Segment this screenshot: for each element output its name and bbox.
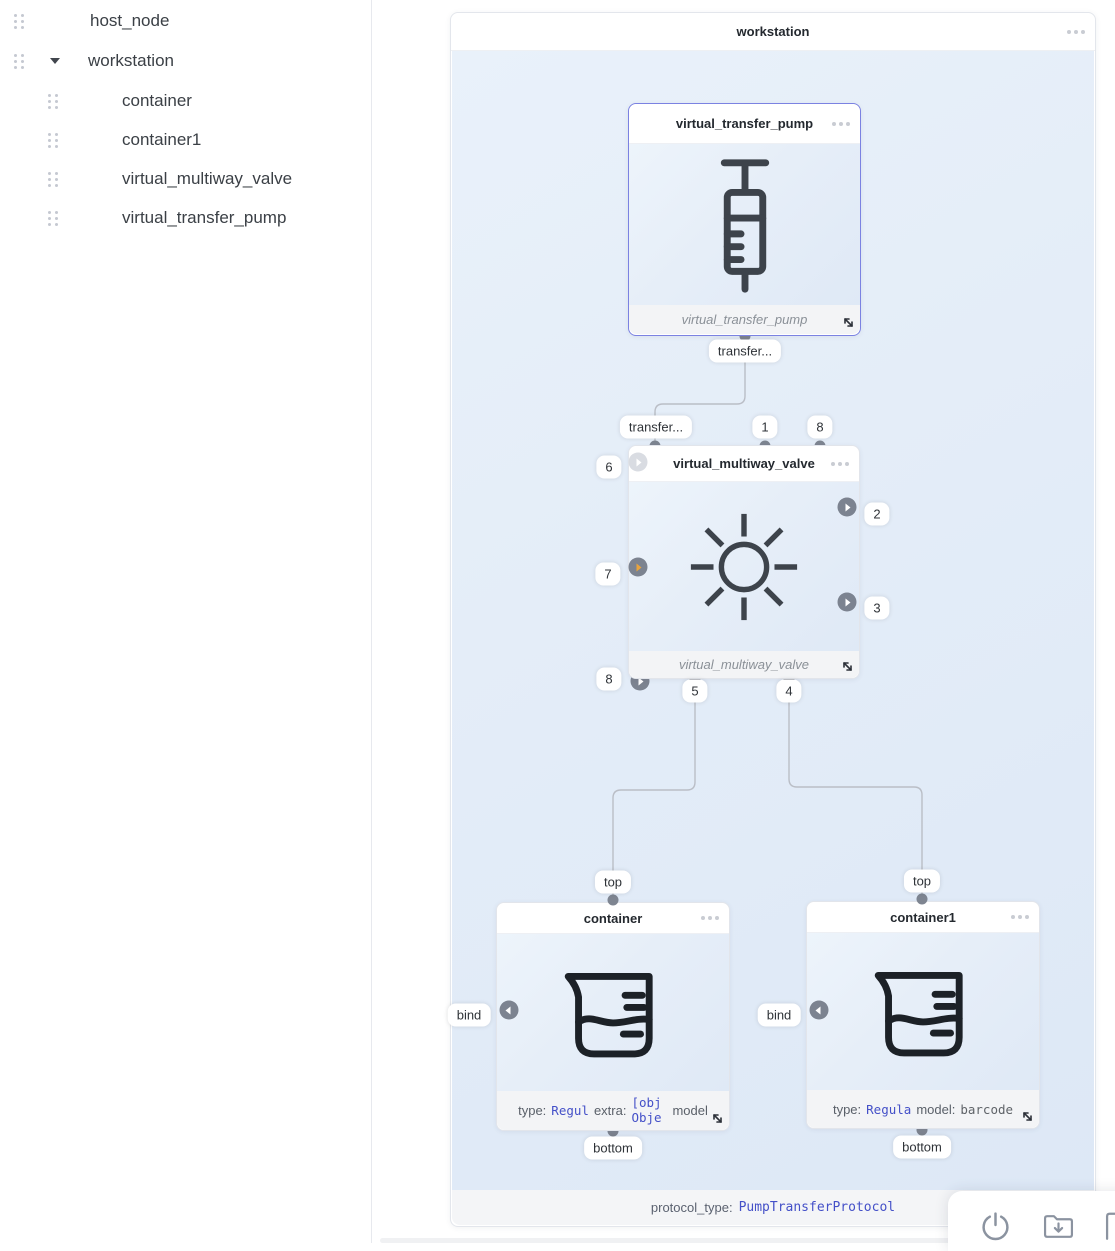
model-value: barcode — [960, 1101, 1014, 1117]
drag-handle-icon[interactable] — [48, 172, 58, 187]
ellipsis-menu-icon[interactable] — [831, 462, 849, 466]
valve-handle-label-8-top[interactable]: 8 — [807, 416, 832, 439]
sidebar-item-container1[interactable] — [0, 125, 371, 155]
container-bottom-handle-label[interactable]: bottom — [584, 1137, 642, 1160]
syringe-icon — [700, 151, 790, 299]
sidebar-item-virtual-multiway-valve[interactable] — [0, 164, 371, 194]
sidebar-item-label[interactable]: virtual_multiway_valve — [122, 169, 293, 188]
extra-value: [obj Obje — [631, 1095, 662, 1125]
container-top-handle-label[interactable]: top — [595, 871, 631, 894]
valve-port-circle-3[interactable] — [838, 593, 857, 612]
node-tree-sidebar — [0, 0, 371, 1243]
sidebar-item-label[interactable]: virtual_transfer_pump — [122, 208, 287, 227]
ellipsis-menu-icon[interactable] — [701, 916, 719, 920]
valve-header[interactable] — [629, 446, 859, 482]
valve-handle-label-1[interactable]: 1 — [752, 416, 777, 439]
ellipsis-menu-icon[interactable] — [1011, 915, 1029, 919]
pump-transfer-handle-label[interactable]: transfer... — [709, 340, 781, 363]
valve-handle-label-8-bottom[interactable]: 8 — [596, 668, 621, 691]
protocol-type-key: protocol_type: — [650, 1200, 733, 1215]
sidebar-item-label[interactable]: workstation — [88, 51, 174, 70]
valve-port-circle-2[interactable] — [838, 498, 857, 517]
container-bind-handle-label[interactable]: bind — [448, 1004, 491, 1027]
valve-handle-label-5[interactable]: 5 — [682, 680, 707, 703]
canvas-action-toolbar — [948, 1191, 1115, 1251]
virtual-multiway-valve-node[interactable] — [628, 445, 860, 679]
sidebar-item-workstation[interactable] — [0, 46, 371, 76]
protocol-type-value: PumpTransferProtocol — [738, 1200, 896, 1215]
pump-footer-name: virtual_transfer_pump — [681, 312, 808, 327]
container-bind-circle[interactable] — [500, 1001, 519, 1020]
beaker-icon — [867, 958, 979, 1066]
valve-handle-label-6[interactable]: 6 — [596, 456, 621, 479]
caret-down-icon[interactable] — [50, 58, 60, 64]
virtual-transfer-pump-node[interactable] — [628, 103, 861, 336]
ellipsis-menu-icon[interactable] — [832, 122, 850, 126]
resize-icon[interactable] — [710, 1111, 724, 1125]
container-node[interactable] — [496, 902, 730, 1131]
type-key: type: — [832, 1101, 862, 1117]
drag-handle-icon[interactable] — [48, 133, 58, 148]
valve-port-circle-6[interactable] — [629, 453, 648, 472]
sidebar-item-virtual-transfer-pump[interactable] — [0, 203, 371, 233]
type-key: type: — [518, 1103, 547, 1118]
valve-handle-label-7[interactable]: 7 — [595, 563, 620, 586]
ellipsis-menu-icon[interactable] — [1067, 30, 1085, 34]
container1-bind-handle-label[interactable]: bind — [758, 1004, 801, 1027]
container-body — [497, 934, 729, 1091]
container-footer — [497, 1091, 729, 1130]
pump-title: virtual_transfer_pump — [675, 116, 814, 131]
drag-handle-icon[interactable] — [14, 54, 24, 69]
resize-icon[interactable] — [1020, 1109, 1034, 1123]
valve-handle-label-4[interactable]: 4 — [776, 680, 801, 703]
container1-body — [807, 933, 1039, 1090]
valve-footer — [629, 651, 859, 678]
resize-icon[interactable] — [840, 659, 854, 673]
valve-title: virtual_multiway_valve — [673, 456, 815, 471]
container1-bind-circle[interactable] — [810, 1001, 829, 1020]
drag-handle-icon[interactable] — [48, 94, 58, 109]
container-header[interactable] — [497, 903, 729, 934]
file-icon[interactable] — [1103, 1211, 1115, 1242]
pump-header[interactable] — [629, 104, 860, 144]
power-icon[interactable] — [980, 1211, 1011, 1242]
valve-icon — [685, 508, 803, 626]
beaker-icon — [557, 959, 669, 1067]
drag-handle-icon[interactable] — [48, 211, 58, 226]
sidebar-item-label[interactable]: container1 — [122, 130, 202, 149]
model-key: model — [672, 1103, 708, 1118]
container1-node[interactable] — [806, 901, 1040, 1129]
model-key: model: — [916, 1101, 956, 1117]
sidebar-item-label[interactable]: container — [122, 91, 192, 110]
container1-top-handle-label[interactable]: top — [904, 870, 940, 893]
container-title: container — [583, 910, 643, 926]
sidebar-item-host-node[interactable] — [0, 6, 371, 36]
type-value: Regula — [866, 1101, 912, 1117]
container1-bottom-handle-label[interactable]: bottom — [893, 1136, 951, 1159]
resize-icon[interactable] — [841, 315, 855, 329]
valve-handle-label-2[interactable]: 2 — [864, 503, 889, 526]
container1-footer — [807, 1090, 1039, 1128]
valve-handle-label-transfer[interactable]: transfer... — [620, 416, 692, 439]
workstation-title: workstation — [736, 24, 810, 39]
sidebar-divider — [371, 0, 372, 1243]
pump-footer — [629, 305, 860, 334]
type-value: Regul — [551, 1103, 589, 1118]
folder-download-icon[interactable] — [1043, 1213, 1074, 1240]
valve-footer-name: virtual_multiway_valve — [678, 657, 810, 672]
sidebar-item-container[interactable] — [0, 86, 371, 116]
container-top-handle-dot[interactable] — [608, 895, 619, 906]
workstation-header[interactable] — [451, 13, 1095, 51]
valve-handle-label-3[interactable]: 3 — [864, 597, 889, 620]
valve-port-circle-7[interactable] — [629, 558, 648, 577]
drag-handle-icon[interactable] — [14, 14, 24, 29]
container1-header[interactable] — [807, 902, 1039, 933]
container1-title: container1 — [890, 909, 956, 925]
valve-body — [629, 482, 859, 651]
extra-key: extra: — [593, 1103, 627, 1118]
sidebar-item-label[interactable]: host_node — [90, 11, 170, 30]
container1-top-handle-dot[interactable] — [917, 894, 928, 905]
pump-body — [629, 144, 860, 305]
